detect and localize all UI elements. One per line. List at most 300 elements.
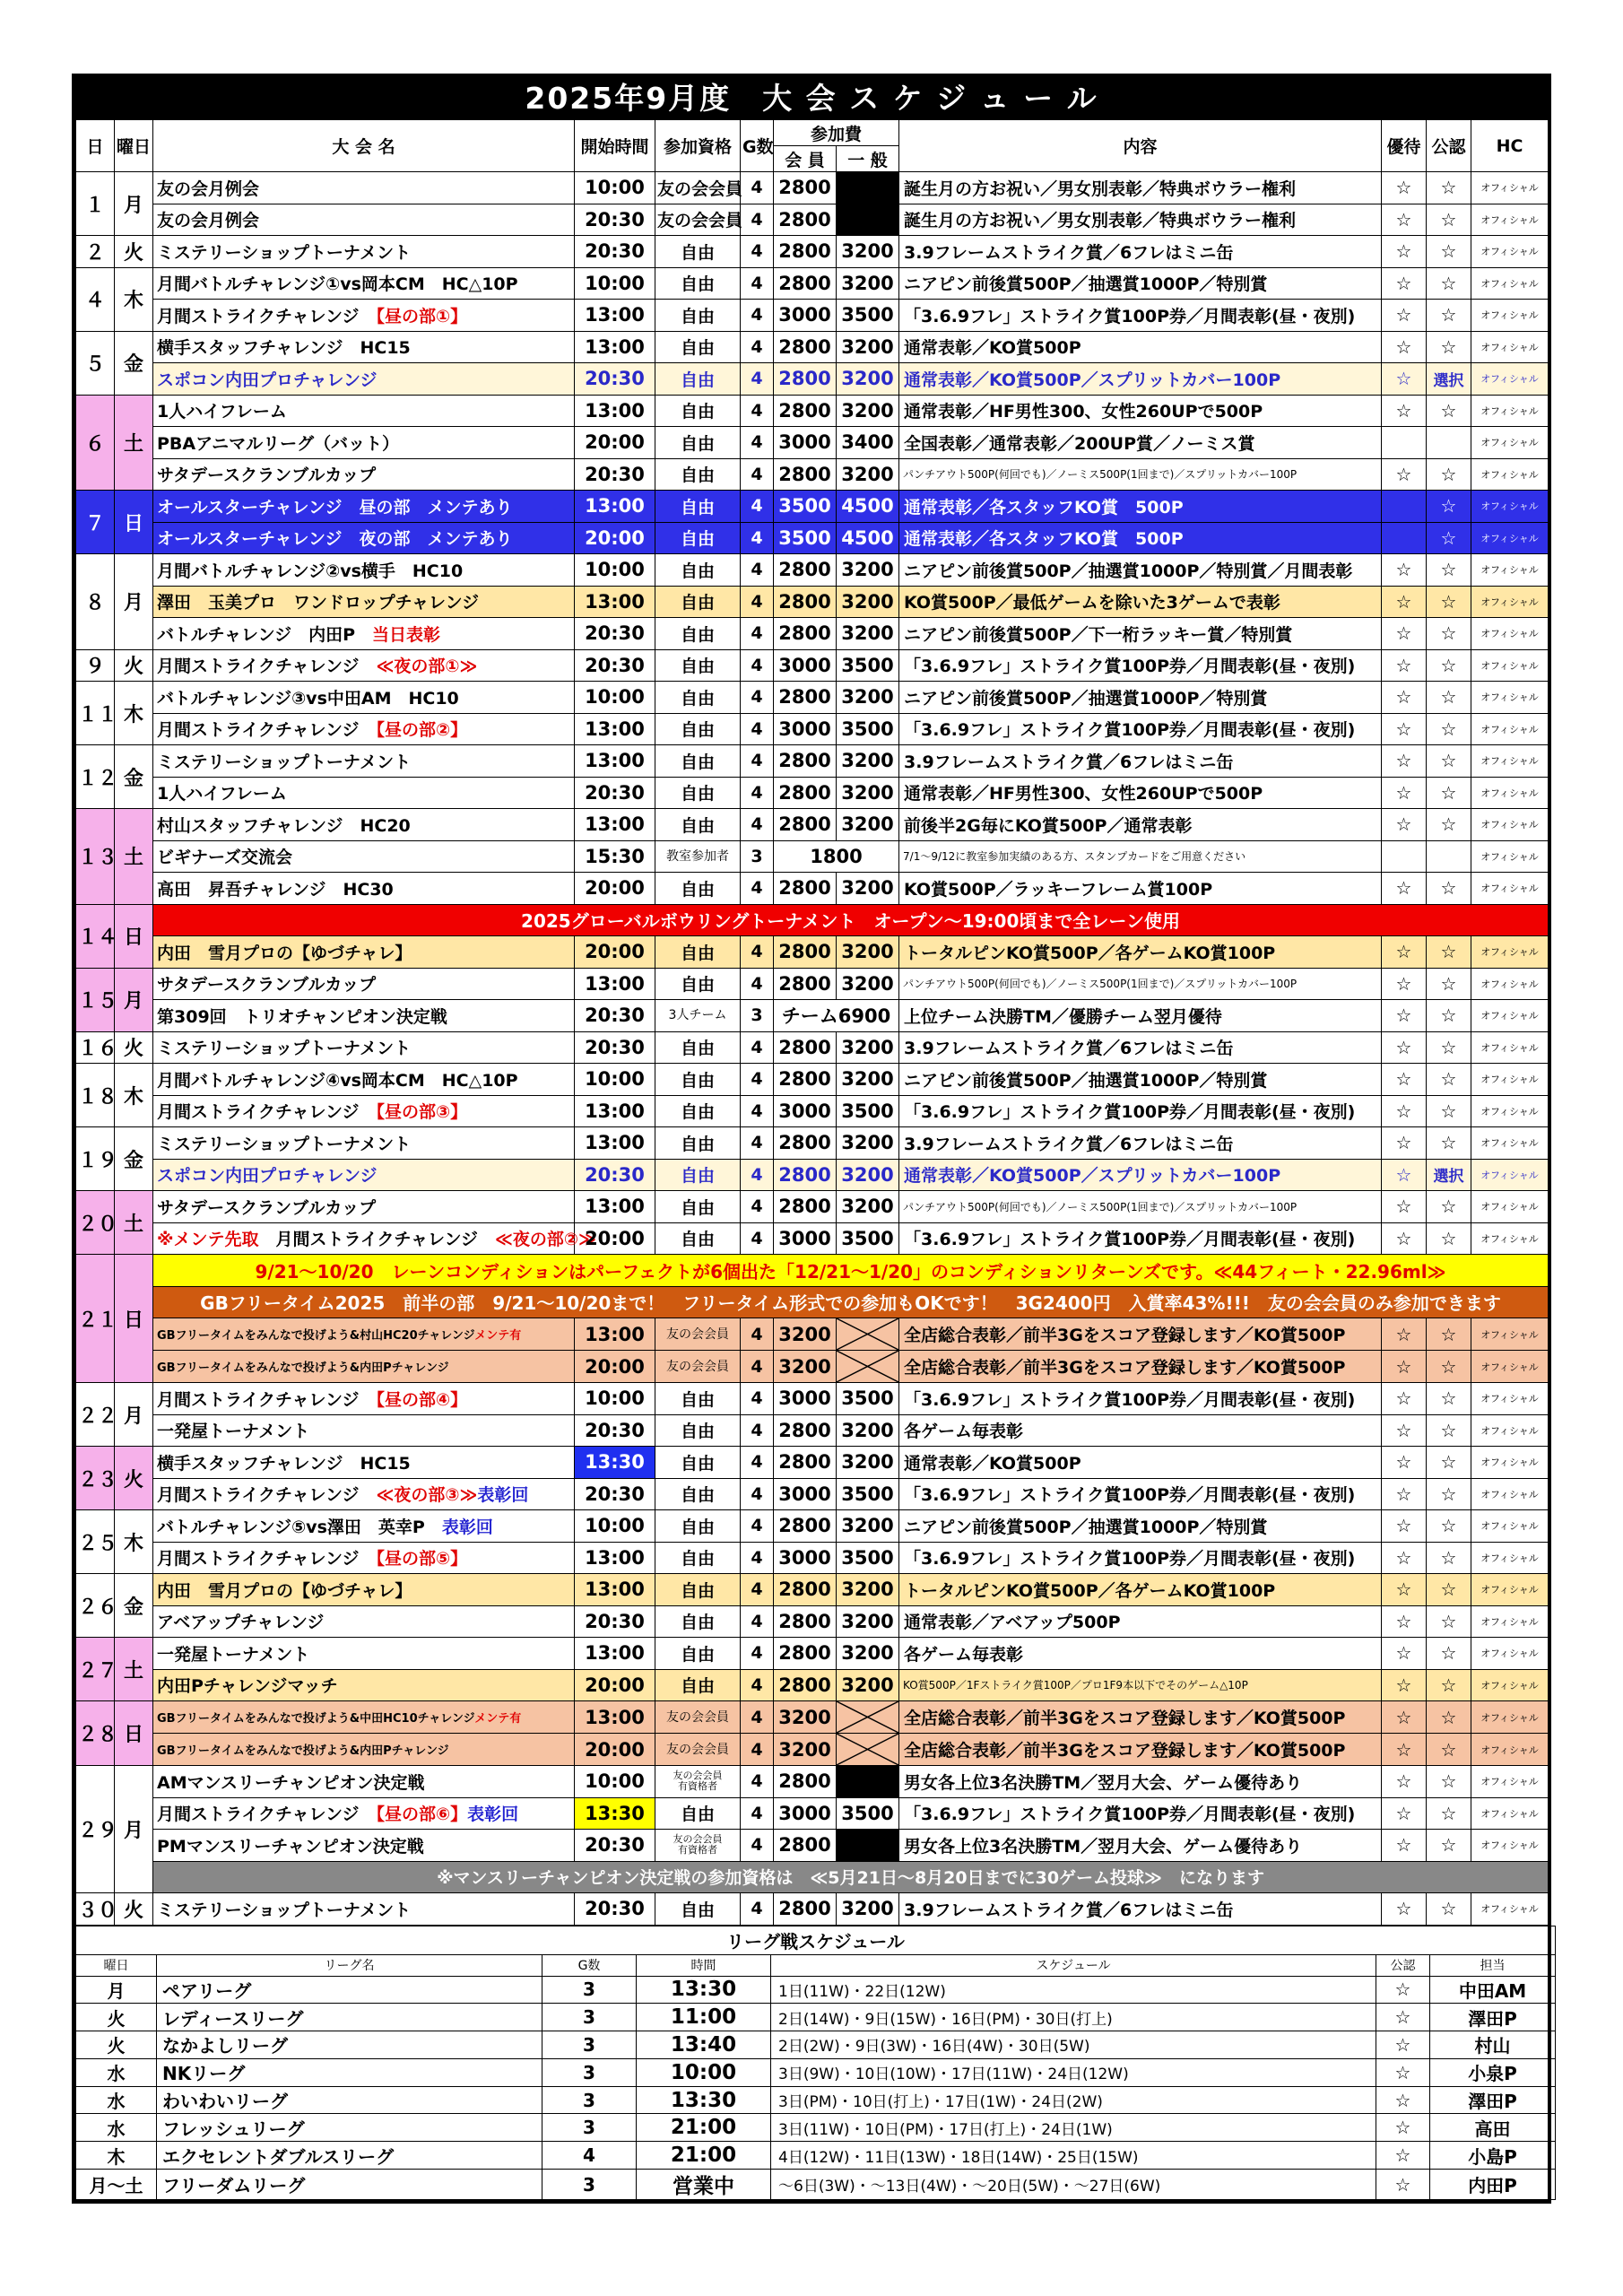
- weekday: 土: [115, 395, 153, 491]
- game-count: 4: [741, 1351, 774, 1383]
- start-time: 13:00: [575, 331, 655, 363]
- game-count: 4: [741, 777, 774, 809]
- eligibility: 友の会会員: [655, 204, 741, 236]
- priority-star: ☆: [1382, 458, 1427, 491]
- hc-official: オフィシャル: [1471, 300, 1549, 332]
- start-time: 13:00: [575, 1095, 655, 1127]
- league-col-time: 時間: [637, 1954, 771, 1976]
- event-name: [153, 1669, 575, 1701]
- fee-general: 3200: [837, 1031, 899, 1064]
- fee-member: 2800: [774, 458, 837, 491]
- event-content: 3.9フレームストライク賞／6フレはミニ缶: [899, 1031, 1382, 1064]
- event-row: [76, 936, 1549, 969]
- hc-official: オフィシャル: [1471, 331, 1549, 363]
- fee-general-na: [837, 1766, 899, 1798]
- eligibility: 自由: [655, 1478, 741, 1510]
- event-name: [153, 649, 575, 682]
- league-col-schedule: スケジュール: [771, 1954, 1376, 1976]
- event-content: 3.9フレームストライク賞／6フレはミニ缶: [899, 1127, 1382, 1160]
- fee-general: 3500: [837, 300, 899, 332]
- event-name: [153, 1510, 575, 1543]
- event-name: [153, 1574, 575, 1606]
- eligibility: 自由: [655, 1414, 741, 1447]
- hc-official: オフィシャル: [1471, 491, 1549, 523]
- start-time: 20:30: [575, 458, 655, 491]
- event-content: 通常表彰／KO賞500P／スプリットカバー100P: [899, 1159, 1382, 1191]
- weekday: 木: [115, 1064, 153, 1127]
- fee-general: 3200: [837, 363, 899, 396]
- hc-official: オフィシャル: [1471, 363, 1549, 396]
- hc-official: オフィシャル: [1471, 267, 1549, 300]
- event-content: 誕生月の方お祝い／男女別表彰／特典ボウラー権利: [899, 172, 1382, 204]
- schedule-document: [72, 74, 1551, 2204]
- hc-official: オフィシャル: [1471, 1638, 1549, 1670]
- eligibility: 自由: [655, 713, 741, 745]
- priority-star: ☆: [1382, 1318, 1427, 1351]
- hc-official: オフィシャル: [1471, 1095, 1549, 1127]
- eligibility: 友の会会員: [655, 172, 741, 204]
- event-row: [76, 1701, 1549, 1734]
- event-name: [153, 363, 575, 396]
- weekday: 土: [115, 809, 153, 905]
- game-count: 4: [741, 1127, 774, 1160]
- weekday: 金: [115, 745, 153, 809]
- official-mark: ☆: [1427, 1191, 1471, 1223]
- start-time: 13:30: [575, 1447, 655, 1479]
- fee-member: 2800: [774, 172, 837, 204]
- event-content: ニアピン前後賞500P／抽選賞1000P／特別賞: [899, 1510, 1382, 1543]
- event-row: [76, 1064, 1549, 1096]
- event-name: [153, 1095, 575, 1127]
- event-name: [153, 1127, 575, 1160]
- hc-official: オフィシャル: [1471, 1766, 1549, 1798]
- start-time: 20:30: [575, 363, 655, 396]
- day-number: ２８: [76, 1701, 115, 1766]
- priority-star: ☆: [1382, 1191, 1427, 1223]
- event-title: 村山スタッフチャレンジ HC20: [157, 815, 411, 836]
- game-count: 4: [741, 1893, 774, 1926]
- official-mark: ☆: [1427, 554, 1471, 587]
- day-number: ７: [76, 491, 115, 554]
- eligibility: 3人チーム: [655, 1000, 741, 1032]
- event-content: ニアピン前後賞500P／抽選賞1000P／特別賞／月間表彰: [899, 554, 1382, 587]
- priority-star: ☆: [1382, 363, 1427, 396]
- fee-member: 2800: [774, 236, 837, 268]
- event-name: [153, 745, 575, 778]
- league-official: ☆: [1376, 2004, 1430, 2031]
- priority-star: ☆: [1382, 1383, 1427, 1415]
- official-mark: ☆: [1427, 1447, 1471, 1479]
- col-fee-general: 一 般: [837, 146, 899, 172]
- hc-official: オフィシャル: [1471, 1000, 1549, 1032]
- official-mark: ☆: [1427, 873, 1471, 905]
- event-row: [76, 1669, 1549, 1701]
- event-title: オールスターチャレンジ 夜の部 メンテあり: [157, 529, 513, 550]
- game-count: 4: [741, 1701, 774, 1734]
- priority-star: ☆: [1382, 618, 1427, 650]
- start-time: 13:00: [575, 713, 655, 745]
- weekday: 火: [115, 1031, 153, 1064]
- event-content: 「3.6.9フレ」ストライク賞100P券／月間表彰(昼・夜別): [899, 1478, 1382, 1510]
- event-content: 前後半2G毎にKO賞500P／通常表彰: [899, 809, 1382, 841]
- fee-general-na: [837, 1734, 899, 1766]
- priority-star: ☆: [1382, 1159, 1427, 1191]
- game-count: 4: [741, 1191, 774, 1223]
- day-number: １９: [76, 1127, 115, 1191]
- fee-member: 2800: [774, 968, 837, 1000]
- league-weekday: 水: [76, 2058, 157, 2086]
- league-name: フレッシュリーグ: [157, 2114, 542, 2142]
- eligibility: 自由: [655, 809, 741, 841]
- event-title: 横手スタッフチャレンジ HC15: [157, 1453, 411, 1474]
- game-count: 4: [741, 1383, 774, 1415]
- priority-star: ☆: [1382, 172, 1427, 204]
- game-count: 4: [741, 873, 774, 905]
- start-time: 20:00: [575, 1351, 655, 1383]
- eligibility: 自由: [655, 968, 741, 1000]
- hc-official: オフィシャル: [1471, 1669, 1549, 1701]
- event-name: [153, 873, 575, 905]
- fee-general: 3500: [837, 713, 899, 745]
- col-day: 日: [76, 120, 115, 172]
- day-number: １８: [76, 1064, 115, 1127]
- official-mark: ☆: [1427, 1095, 1471, 1127]
- fee-member: 2800: [774, 1574, 837, 1606]
- start-time: 13:00: [575, 745, 655, 778]
- league-games: 3: [542, 2031, 637, 2059]
- league-time: 13:40: [637, 2031, 771, 2059]
- league-staff: 内田P: [1430, 2170, 1556, 2200]
- fee-member: 3000: [774, 300, 837, 332]
- event-row: [76, 1574, 1549, 1606]
- day-number: ２: [76, 236, 115, 268]
- eligibility: 自由: [655, 873, 741, 905]
- event-row: [76, 1000, 1549, 1032]
- event-content: 「3.6.9フレ」ストライク賞100P券／月間表彰(昼・夜別): [899, 1222, 1382, 1255]
- fee-member: 2800: [774, 331, 837, 363]
- fee-general: 3500: [837, 1383, 899, 1415]
- event-title: 内田Pチャレンジマッチ: [157, 1676, 338, 1697]
- league-row: [76, 2170, 1556, 2200]
- hc-official: オフィシャル: [1471, 936, 1549, 969]
- event-row: [76, 522, 1549, 554]
- hc-official: オフィシャル: [1471, 395, 1549, 427]
- weekday: 木: [115, 682, 153, 745]
- official-mark: ☆: [1427, 1222, 1471, 1255]
- league-col-weekday: 曜日: [76, 1954, 157, 1976]
- day-number: ２１: [76, 1255, 115, 1383]
- game-count: 4: [741, 1638, 774, 1670]
- event-content: 男女各上位3名決勝TM／翌月大会、ゲーム優待あり: [899, 1766, 1382, 1798]
- fee-member: 2800: [774, 618, 837, 650]
- league-row: [76, 2114, 1556, 2142]
- hc-official: オフィシャル: [1471, 713, 1549, 745]
- event-name: [153, 1191, 575, 1223]
- eligibility: 自由: [655, 1127, 741, 1160]
- hc-official: オフィシャル: [1471, 427, 1549, 459]
- fee-general: 4500: [837, 491, 899, 523]
- eligibility: 自由: [655, 649, 741, 682]
- event-title: 1人ハイフレーム: [157, 402, 287, 422]
- event-name: [153, 395, 575, 427]
- event-note-blue: 表彰回: [441, 1517, 493, 1537]
- event-row: [76, 363, 1549, 396]
- eligibility: 自由: [655, 1383, 741, 1415]
- day-number: １２: [76, 745, 115, 809]
- event-row: [76, 1797, 1549, 1830]
- event-row: [76, 682, 1549, 714]
- event-content: 男女各上位3名決勝TM／翌月大会、ゲーム優待あり: [899, 1830, 1382, 1862]
- start-time: 13:00: [575, 491, 655, 523]
- hc-official: オフィシャル: [1471, 1318, 1549, 1351]
- notice-row: [76, 904, 1549, 936]
- day-number: ２９: [76, 1766, 115, 1893]
- official-mark: ☆: [1427, 458, 1471, 491]
- event-content: 7/1～9/12に教室参加実績のある方、スタンプカードをご用意ください: [899, 840, 1382, 873]
- event-content: KO賞500P／1Fストライク賞100P／プロ1F9本以下でそのゲーム△10P: [899, 1669, 1382, 1701]
- league-time: 21:00: [637, 2142, 771, 2170]
- league-schedule: 3日(9W)・10日(10W)・17日(11W)・24日(12W): [771, 2058, 1376, 2086]
- hc-official: オフィシャル: [1471, 1478, 1549, 1510]
- league-games: 3: [542, 2170, 637, 2200]
- notice-row: [76, 1861, 1549, 1893]
- event-name: [153, 1031, 575, 1064]
- weekday: 火: [115, 1893, 153, 1926]
- official-mark: ☆: [1427, 1574, 1471, 1606]
- league-staff: 村山: [1430, 2031, 1556, 2059]
- priority-star: ☆: [1382, 331, 1427, 363]
- league-row: [76, 1976, 1556, 2004]
- event-name: [153, 586, 575, 618]
- official-mark: 選択: [1427, 363, 1471, 396]
- event-row: [76, 1191, 1549, 1223]
- fee-member: 3000: [774, 1797, 837, 1830]
- fee-general: 3200: [837, 458, 899, 491]
- event-title: 月間ストライクチャレンジ: [157, 306, 377, 326]
- start-time: 10:00: [575, 1510, 655, 1543]
- hc-official: オフィシャル: [1471, 554, 1549, 587]
- hc-official: オフィシャル: [1471, 1191, 1549, 1223]
- hc-official: オフィシャル: [1471, 204, 1549, 236]
- event-note-blue: 表彰回: [477, 1485, 529, 1506]
- game-count: 4: [741, 618, 774, 650]
- weekday: 木: [115, 1510, 153, 1574]
- fee-member: 2800: [774, 682, 837, 714]
- league-staff: 小島P: [1430, 2142, 1556, 2170]
- league-games: 3: [542, 2086, 637, 2114]
- fee-general: 3200: [837, 1669, 899, 1701]
- event-row: [76, 1318, 1549, 1351]
- fee-general: 3500: [837, 1095, 899, 1127]
- event-name: [153, 1414, 575, 1447]
- event-name: [153, 1542, 575, 1574]
- start-time: 20:00: [575, 1669, 655, 1701]
- eligibility: 自由: [655, 331, 741, 363]
- event-content: 通常表彰／各スタッフKO賞 500P: [899, 522, 1382, 554]
- day-number: ５: [76, 331, 115, 395]
- event-title: GBフリータイムをみんなで投げよう&村山HC20チャレンジ: [157, 1329, 475, 1343]
- event-content: 「3.6.9フレ」ストライク賞100P券／月間表彰(昼・夜別): [899, 1797, 1382, 1830]
- event-note-red: 【昼の部②】: [376, 720, 468, 741]
- league-row: [76, 2004, 1556, 2031]
- game-count: 4: [741, 968, 774, 1000]
- fee-member: 2800: [774, 1414, 837, 1447]
- event-title: バトルチャレンジ⑤vs澤田 英幸P: [157, 1517, 442, 1537]
- fee-member: 3200: [774, 1734, 837, 1766]
- league-official: ☆: [1376, 2031, 1430, 2059]
- official-mark: ☆: [1427, 300, 1471, 332]
- league-time: 13:30: [637, 2086, 771, 2114]
- priority-star: ☆: [1382, 936, 1427, 969]
- event-row: [76, 586, 1549, 618]
- event-content: 通常表彰／KO賞500P／スプリットカバー100P: [899, 363, 1382, 396]
- fee-general: 4500: [837, 522, 899, 554]
- fee-member: 3000: [774, 649, 837, 682]
- event-note-red: 【昼の部⑤】: [376, 1549, 468, 1570]
- event-content: パンチアウト500P(何回でも)／ノーミス500P(1回まで)／スプリットカバー100P: [899, 968, 1382, 1000]
- event-title: 友の会月例会: [157, 178, 260, 199]
- league-col-staff: 担当: [1430, 1954, 1556, 1976]
- day-number: ９: [76, 649, 115, 682]
- fee-general: 3500: [837, 1542, 899, 1574]
- event-name: [153, 1000, 575, 1032]
- notice-banner: ※マンスリーチャンピオン決定戦の参加資格は ≪5月21日～8月20日までに30ゲーム投球≫ になります: [153, 1861, 1549, 1893]
- event-name: [153, 1734, 575, 1766]
- event-name: [153, 840, 575, 873]
- event-title: ミステリーショップトーナメント: [157, 1134, 412, 1154]
- event-row: [76, 713, 1549, 745]
- fee-general-na: [837, 204, 899, 236]
- start-time: 20:30: [575, 1000, 655, 1032]
- game-count: 4: [741, 713, 774, 745]
- game-count: 4: [741, 1797, 774, 1830]
- fee-member: 2800: [774, 1510, 837, 1543]
- hc-official: オフィシャル: [1471, 1893, 1549, 1926]
- priority-star: ☆: [1382, 1574, 1427, 1606]
- league-games: 3: [542, 2058, 637, 2086]
- event-name: [153, 458, 575, 491]
- game-count: 4: [741, 1766, 774, 1798]
- event-title: 内田 雪月プロの【ゆづチャレ】: [157, 1580, 412, 1601]
- event-row: [76, 395, 1549, 427]
- league-official: ☆: [1376, 2086, 1430, 2114]
- league-staff: 高田: [1430, 2114, 1556, 2142]
- fee-member: 2800: [774, 873, 837, 905]
- eligibility: 自由: [655, 427, 741, 459]
- fee-general: 3200: [837, 236, 899, 268]
- official-mark: ☆: [1427, 1542, 1471, 1574]
- game-count: 4: [741, 1064, 774, 1096]
- game-count: 4: [741, 586, 774, 618]
- event-name: [153, 172, 575, 204]
- weekday: 日: [115, 904, 153, 968]
- league-row: [76, 2086, 1556, 2114]
- fee-general: 3200: [837, 395, 899, 427]
- fee-general: 3200: [837, 745, 899, 778]
- priority-star: ☆: [1382, 1351, 1427, 1383]
- priority-star: ☆: [1382, 1510, 1427, 1543]
- league-col-games: G数: [542, 1954, 637, 1976]
- priority-star: ☆: [1382, 236, 1427, 268]
- start-time: 10:00: [575, 1383, 655, 1415]
- priority-star: ☆: [1382, 300, 1427, 332]
- league-staff: 中田AM: [1430, 1976, 1556, 2004]
- league-row: [76, 2058, 1556, 2086]
- event-content: トータルピンKO賞500P／各ゲームKO賞100P: [899, 936, 1382, 969]
- event-content: 通常表彰／HF男性300、女性260UPで500P: [899, 395, 1382, 427]
- fee-general: 3200: [837, 968, 899, 1000]
- event-title: 一発屋トーナメント: [157, 1644, 310, 1665]
- league-schedule: 4日(12W)・11日(13W)・18日(14W)・25日(15W): [771, 2142, 1376, 2170]
- weekday: 火: [115, 1447, 153, 1510]
- event-title: 月間ストライクチャレンジ: [157, 720, 377, 741]
- fee-member: 2800: [774, 204, 837, 236]
- official-mark: ☆: [1427, 777, 1471, 809]
- weekday: 日: [115, 1701, 153, 1766]
- event-title: サタデースクランブルカップ: [157, 465, 377, 486]
- event-note-red: 【昼の部④】: [376, 1389, 468, 1410]
- game-count: 4: [741, 1447, 774, 1479]
- priority-star: ☆: [1382, 682, 1427, 714]
- game-count: 4: [741, 1222, 774, 1255]
- start-time: 13:00: [575, 1542, 655, 1574]
- league-schedule: 1日(11W)・22日(12W): [771, 1976, 1376, 2004]
- event-title: GBフリータイムをみんなで投げよう&内田Pチャレンジ: [157, 1744, 449, 1758]
- game-count: 4: [741, 649, 774, 682]
- day-number: ４: [76, 267, 115, 331]
- event-content: 「3.6.9フレ」ストライク賞100P券／月間表彰(昼・夜別): [899, 300, 1382, 332]
- event-row: [76, 1478, 1549, 1510]
- priority-star: ☆: [1382, 1701, 1427, 1734]
- priority-star: ☆: [1382, 1414, 1427, 1447]
- fee-member: 2800: [774, 1669, 837, 1701]
- game-count: 4: [741, 267, 774, 300]
- eligibility: 自由: [655, 1222, 741, 1255]
- league-name: エクセレントダブルスリーグ: [157, 2142, 542, 2170]
- event-note-red: ≪夜の部③≫: [376, 1485, 478, 1506]
- event-content: 全店総合表彰／前半3Gをスコア登録します／KO賞500P: [899, 1701, 1382, 1734]
- fee-general-na: [837, 1318, 899, 1351]
- official-mark: ☆: [1427, 1669, 1471, 1701]
- priority-star: ☆: [1382, 1095, 1427, 1127]
- event-note-red: 【昼の部③】: [376, 1102, 468, 1123]
- game-count: 4: [741, 363, 774, 396]
- event-row: [76, 204, 1549, 236]
- notice-row: [76, 1255, 1549, 1287]
- weekday: 木: [115, 267, 153, 331]
- official-mark: ☆: [1427, 1064, 1471, 1096]
- official-mark: ☆: [1427, 1701, 1471, 1734]
- event-note-red: ≪夜の部②≫: [495, 1230, 596, 1250]
- game-count: 4: [741, 1318, 774, 1351]
- official-mark: ☆: [1427, 682, 1471, 714]
- hc-official: オフィシャル: [1471, 1574, 1549, 1606]
- priority-star: [1382, 522, 1427, 554]
- event-title: スポコン内田プロチャレンジ: [157, 370, 378, 390]
- game-count: 4: [741, 1830, 774, 1862]
- league-weekday: 月～土: [76, 2170, 157, 2200]
- priority-star: ☆: [1382, 1447, 1427, 1479]
- day-number: ２３: [76, 1447, 115, 1510]
- event-title: ビギナーズ交流会: [157, 848, 293, 868]
- day-number: １４: [76, 904, 115, 968]
- fee-general: 3200: [837, 1064, 899, 1096]
- event-title: PMマンスリーチャンピオン決定戦: [157, 1836, 424, 1857]
- league-official: ☆: [1376, 2170, 1430, 2200]
- official-mark: ☆: [1427, 1351, 1471, 1383]
- event-note-red: 当日表彰: [372, 624, 441, 645]
- day-number: ６: [76, 395, 115, 491]
